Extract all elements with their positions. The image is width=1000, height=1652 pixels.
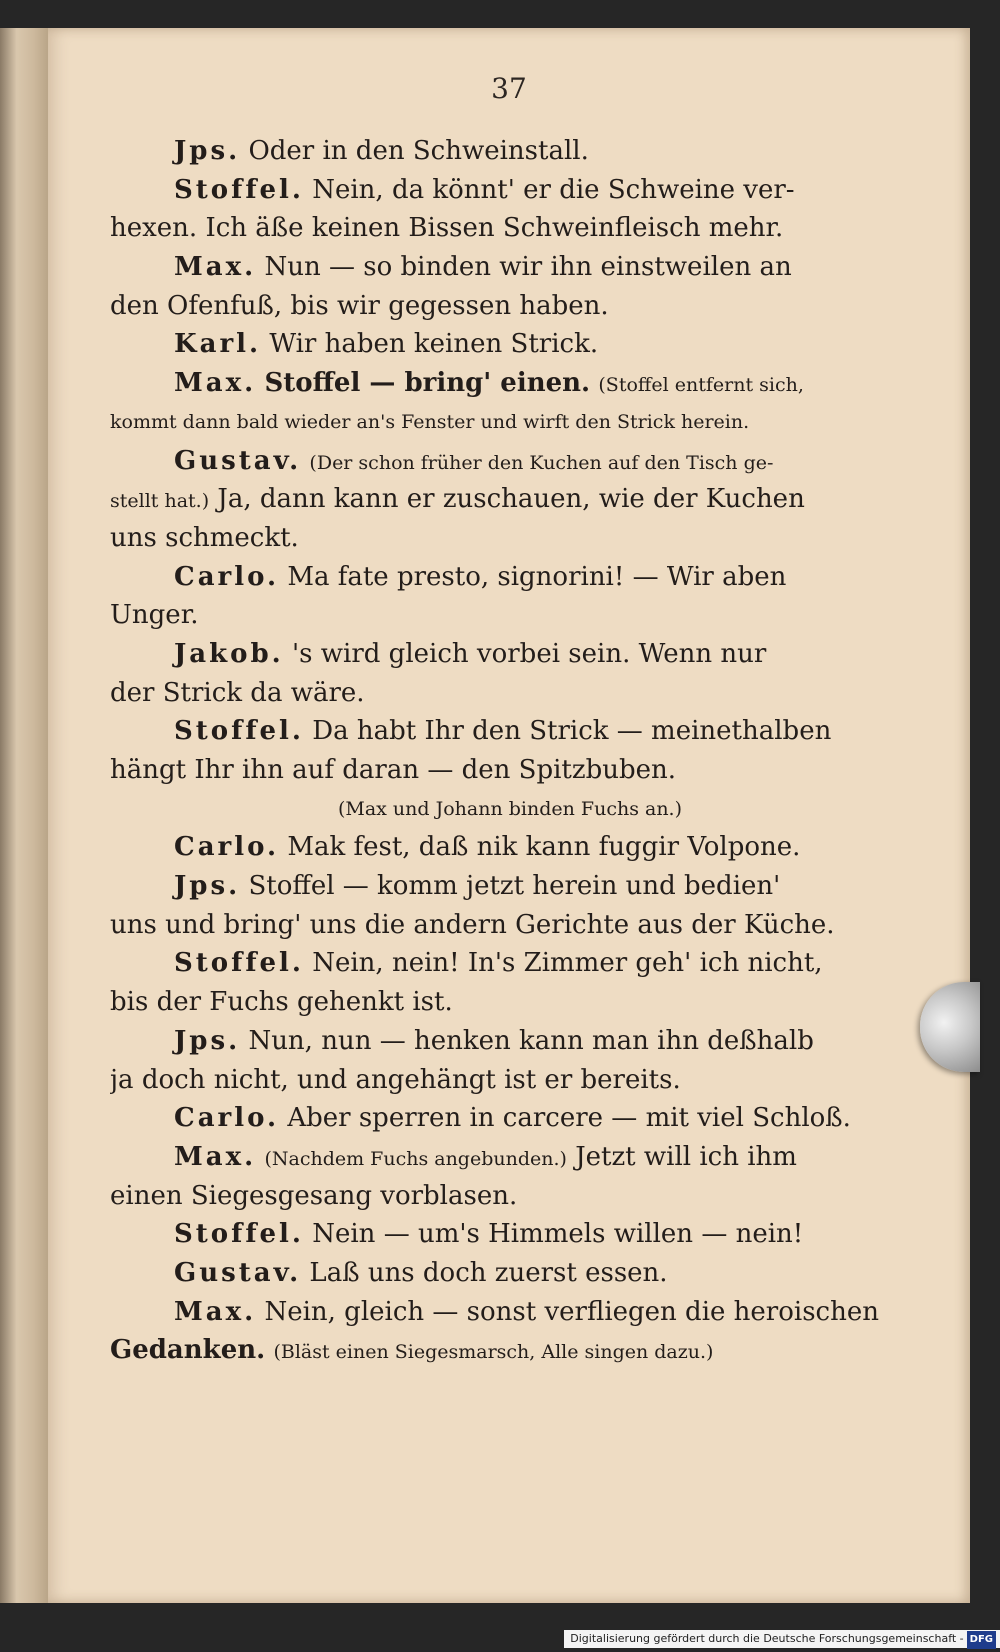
text-line — [110, 287, 910, 326]
stage-direction: (Der schon früher den Kuchen auf den Tisch ge- — [309, 451, 774, 474]
text-line — [110, 596, 910, 635]
stage-direction: (Nachdem Fuchs angebunden.) — [264, 1147, 567, 1170]
book-page — [48, 28, 970, 1603]
speaker-name: Jakob. — [174, 638, 284, 669]
digitization-footer — [564, 1630, 1000, 1648]
speaker-name: Carlo. — [174, 832, 280, 863]
text-line — [110, 674, 910, 713]
speaker-name: Jps. — [174, 136, 241, 166]
speaker-name: Max. — [174, 252, 257, 283]
dialogue-text: Aber sperren in carcere — mit viel Schloß. — [287, 1103, 851, 1134]
dialogue-text: Unger. — [110, 600, 199, 631]
text-line — [110, 867, 910, 906]
text-line — [110, 519, 910, 558]
dialogue-text: Jetzt will ich ihm — [575, 1141, 797, 1172]
text-line — [110, 712, 910, 751]
dialogue-text: Ma fate presto, signorini! — Wir aben — [287, 561, 787, 592]
dialogue-text: Stoffel — bring' einen. — [264, 368, 591, 399]
dialogue-text: hängt Ihr ihn auf daran — den Spitzbuben. — [110, 755, 676, 785]
speaker-name: Jps. — [174, 871, 241, 902]
page-text — [110, 132, 910, 1370]
text-line — [110, 828, 910, 867]
text-line — [110, 1215, 910, 1254]
text-line — [110, 1099, 910, 1138]
dialogue-text: Mak fest, daß nik kann fuggir Volpone. — [287, 832, 801, 863]
text-line — [110, 1061, 910, 1100]
dialogue-text: Nun, nun — henken kann man ihn deßhalb — [248, 1025, 814, 1056]
speaker-name: Gustav. — [174, 445, 302, 476]
dialogue-text: hexen. Ich äße keinen Bissen Schweinfleisch mehr. — [110, 213, 784, 244]
speaker-name: Stoffel. — [174, 1219, 304, 1250]
speaker-name: Jps. — [174, 1025, 241, 1056]
text-line — [110, 403, 910, 442]
dialogue-text: uns und bring' uns die andern Gerichte aus der Küche. — [110, 909, 835, 940]
text-line — [110, 983, 910, 1022]
page-number: 37 — [491, 72, 527, 105]
text-line — [110, 1331, 910, 1370]
dialogue-text: Laß uns doch zuerst essen. — [309, 1257, 668, 1288]
text-line — [110, 558, 910, 597]
speaker-name: Max. — [174, 1296, 257, 1327]
dialogue-text: Gedanken. — [110, 1335, 266, 1366]
text-line — [110, 364, 910, 403]
text-line — [110, 132, 910, 171]
stage-direction: stellt hat.) — [110, 490, 210, 513]
stage-direction: kommt dann bald wieder an's Fenster und wirft den Strick herein. — [110, 410, 750, 433]
text-line — [110, 1138, 910, 1177]
dialogue-text: Oder in den Schweinstall. — [248, 136, 589, 166]
dialogue-text: uns schmeckt. — [110, 522, 299, 553]
dialogue-text: Da habt Ihr den Strick — meinethalben — [312, 716, 832, 747]
dfg-logo: DFG — [967, 1631, 996, 1649]
text-line — [110, 944, 910, 983]
dialogue-text: 's wird gleich vorbei sein. Wenn nur — [292, 638, 767, 669]
dialogue-text: Nein — um's Himmels willen — nein! — [312, 1219, 804, 1250]
speaker-name: Karl. — [174, 329, 262, 360]
dialogue-text: Ja, dann kann er zuschauen, wie der Kuchen — [217, 484, 805, 515]
text-line — [110, 1177, 910, 1216]
speaker-name: Max. — [174, 368, 257, 399]
dialogue-text: Nein, gleich — sonst verfliegen die heroischen — [264, 1296, 879, 1327]
text-line — [110, 325, 910, 364]
text-line — [110, 1022, 910, 1061]
speaker-name: Stoffel. — [174, 948, 304, 979]
text-line — [110, 635, 910, 674]
dialogue-text: Wir haben keinen Strick. — [269, 329, 599, 360]
text-line — [110, 480, 910, 519]
stage-direction: (Bläst einen Siegesmarsch, Alle singen dazu.) — [273, 1341, 714, 1364]
speaker-name: Carlo. — [174, 1103, 280, 1134]
text-line — [110, 1293, 910, 1332]
speaker-name: Stoffel. — [174, 716, 304, 747]
dialogue-text: ja doch nicht, und angehängt ist er bereits. — [110, 1064, 681, 1095]
text-line — [110, 1254, 910, 1293]
dialogue-text: bis der Fuchs gehenkt ist. — [110, 987, 453, 1018]
book-spine — [0, 28, 48, 1603]
dialogue-text: Nun — so binden wir ihn einstweilen an — [264, 252, 792, 283]
text-line — [110, 906, 910, 945]
text-line — [110, 171, 910, 210]
speaker-name: Carlo. — [174, 561, 280, 592]
text-line — [110, 248, 910, 287]
dialogue-text: einen Siegesgesang vorblasen. — [110, 1180, 518, 1211]
speaker-name: Gustav. — [174, 1257, 302, 1288]
dialogue-text: Nein, nein! In's Zimmer geh' ich nicht, — [312, 948, 823, 979]
text-line — [110, 442, 910, 481]
speaker-name: Stoffel. — [174, 174, 304, 205]
dialogue-text: Stoffel — komm jetzt herein und bedien' — [248, 871, 781, 902]
dialogue-text: den Ofenfuß, bis wir gegessen haben. — [110, 290, 609, 321]
dialogue-text: Nein, da könnt' er die Schweine ver- — [312, 174, 795, 205]
text-line — [110, 209, 910, 248]
footer-text: Digitalisierung gefördert durch die Deutsche Forschungsgemeinschaft - — [570, 1632, 964, 1645]
text-line — [110, 751, 910, 790]
speaker-name: Max. — [174, 1141, 257, 1172]
stage-direction: (Max und Johann binden Fuchs an.) — [337, 797, 683, 820]
dialogue-text: der Strick da wäre. — [110, 677, 365, 708]
stage-direction: (Stoffel entfernt sich, — [598, 374, 804, 397]
text-line — [110, 790, 910, 829]
